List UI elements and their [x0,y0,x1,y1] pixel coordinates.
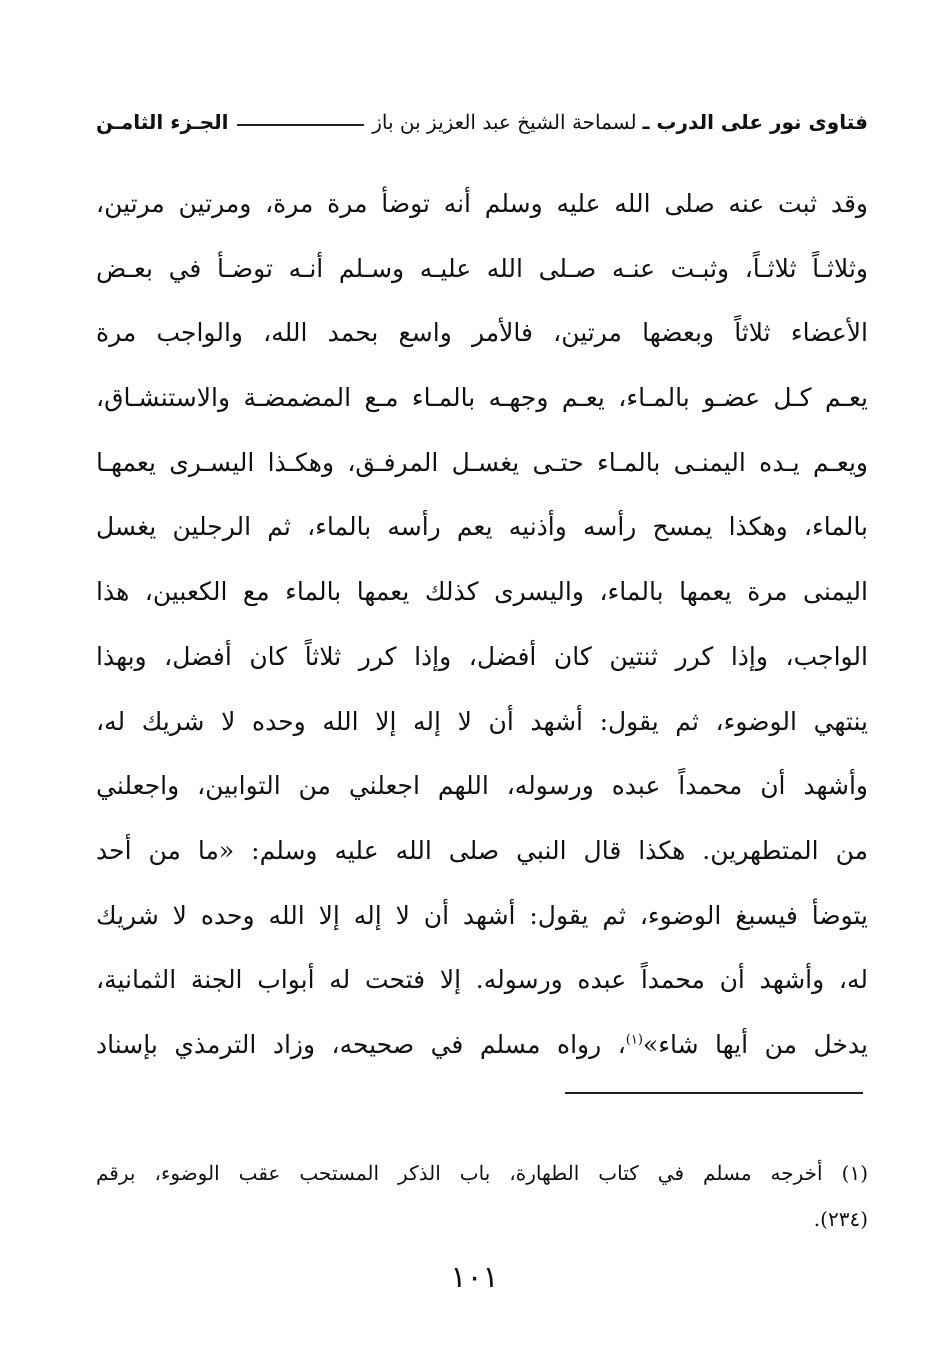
text-fragment: ، رواه مسلم في صحيحه، وزاد الترمذي بإسناد [96,1029,626,1059]
text-line: يتوضأ فيسبغ الوضوء، ثم يقول: أشهد أن لا إله إلا الله وحده لا شريك [96,900,868,930]
text-line: اليمنى مرة يعمها بالماء، واليسرى كذلك يعمها بالماء مع الكعبين، هذا [96,577,868,607]
volume-label: الجـزء الثامـن [96,110,229,134]
text-line: بالماء، وهكذا يمسح رأسه وأذنيه يعم رأسه بالماء، ثم الرجلين يغسل [96,512,868,542]
text-line: من المتطهرين. هكذا قال النبي صلى الله عليه وسلم: «ما من أحد [96,835,868,865]
header-rule [237,124,365,126]
text-line: وثلاثـاً ثلاثـاً، وثبـت عنـه صـلى الله عليـه وسـلم أنـه توضـأ في بعـض [96,253,868,283]
footnote-line: (٢٣٤). [813,1207,868,1231]
text-line: وقد ثبت عنه صلى الله عليه وسلم أنه توضأ مرة مرة، ومرتين مرتين، [96,189,868,218]
text-line: له، وأشهد أن محمداً عبده ورسوله. إلا فتحت له أبواب الجنة الثمانية، [96,965,868,995]
main-text [96,172,868,1078]
footnote-reference[interactable]: (١) [625,1032,643,1048]
text-line: ينتهي الوضوء، ثم يقول: أشهد أن لا إله إلا الله وحده لا شريك له، [96,706,868,736]
footnote-separator [565,1092,863,1094]
page-number: ١٠١ [450,1260,499,1295]
footnote-line: (١) أخرجه مسلم في كتاب الطهارة، باب الذكر المستحب عقب الوضوء، برقم [96,1161,868,1185]
text-line-with-footnote-ref [96,1013,868,1078]
text-fragment: يدخل من أيها شاء» [642,1029,868,1059]
text-line: يعـم كـل عضـو بالمـاء، يعـم وجهـه بالمـاء مـع المضمضـة والاستنشـاق، [96,383,868,413]
running-header [96,100,868,144]
footnote [96,1150,868,1242]
book-title: فتاوى نور على الدرب ـ [642,110,868,134]
text-line: الواجب، وإذا كرر ثنتين كان أفضل، وإذا كرر ثلاثاً كان أفضل، وبهذا [96,641,868,671]
text-line: الأعضاء ثلاثاً وبعضها مرتين، فالأمر واسع بحمد الله، والواجب مرة [96,318,868,348]
author-name: لسماحة الشيخ عبد العزيز بن باز [372,110,637,134]
text-line: وأشهد أن محمداً عبده ورسوله، اللهم اجعلني من التوابين، واجعلني [96,771,868,801]
text-line: ويعـم يـده اليمنـى بالمـاء حتـى يغسـل المرفـق، وهكـذا اليسـرى يعمهـا [96,447,868,477]
